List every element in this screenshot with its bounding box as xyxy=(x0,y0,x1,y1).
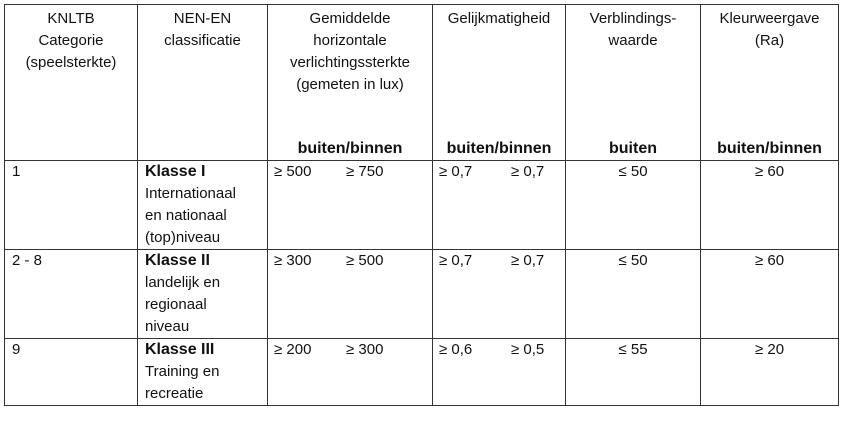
table-row xyxy=(5,339,839,406)
header-uniformity-label: Gelijkmatigheid xyxy=(447,10,551,27)
class-title: Klasse II xyxy=(145,252,210,269)
uniformity-outdoor: ≥ 0,7 xyxy=(439,252,473,269)
glare-cell: ≤ 50 xyxy=(566,161,701,250)
uniformity-cell xyxy=(433,161,566,250)
header-color-rendering-label: Kleurweergave (Ra) xyxy=(719,10,820,49)
uniformity-indoor: ≥ 0,5 xyxy=(511,341,545,358)
uniformity-cell xyxy=(433,339,566,406)
classification-cell xyxy=(138,250,268,339)
header-cell-glare xyxy=(566,5,701,161)
class-description: landelijk en regionaal niveau xyxy=(145,274,221,335)
header-category-label: KNLTB Categorie (speelsterkte) xyxy=(25,10,117,71)
uniformity-indoor: ≥ 0,7 xyxy=(511,252,545,269)
header-glare-sub: buiten xyxy=(609,140,657,157)
header-row xyxy=(5,5,839,161)
header-classification-label: NEN-EN classificatie xyxy=(164,10,241,49)
table-row xyxy=(5,250,839,339)
uniformity-indoor: ≥ 0,7 xyxy=(511,163,545,180)
illuminance-outdoor: ≥ 300 xyxy=(274,252,312,269)
classification-cell xyxy=(138,161,268,250)
header-glare-label: Verblindings- waarde xyxy=(589,10,677,49)
glare-cell: ≤ 55 xyxy=(566,339,701,406)
lighting-requirements-table xyxy=(4,4,839,406)
header-cell-category xyxy=(5,5,138,161)
illuminance-indoor: ≥ 750 xyxy=(346,163,384,180)
table-row xyxy=(5,161,839,250)
category-cell: 1 xyxy=(5,161,138,250)
illuminance-outdoor: ≥ 500 xyxy=(274,163,312,180)
header-illuminance-label: Gemiddelde horizontale verlichtingssterkte (gemeten in lux) xyxy=(289,10,411,93)
class-title: Klasse III xyxy=(145,341,215,358)
header-cell-classification xyxy=(138,5,268,161)
illuminance-cell xyxy=(268,161,433,250)
class-description: Internationaal en nationaal (top)niveau xyxy=(145,185,236,246)
classification-cell xyxy=(138,339,268,406)
illuminance-indoor: ≥ 500 xyxy=(346,252,384,269)
category-cell: 9 xyxy=(5,339,138,406)
uniformity-outdoor: ≥ 0,6 xyxy=(439,341,473,358)
header-cell-color-rendering xyxy=(701,5,839,161)
header-illuminance-sub: buiten/binnen xyxy=(297,140,403,157)
header-cell-illuminance xyxy=(268,5,433,161)
illuminance-cell xyxy=(268,250,433,339)
color-rendering-cell: ≥ 20 xyxy=(701,339,839,406)
header-color-rendering-sub: buiten/binnen xyxy=(717,140,822,157)
glare-cell: ≤ 50 xyxy=(566,250,701,339)
uniformity-cell xyxy=(433,250,566,339)
header-uniformity-sub: buiten/binnen xyxy=(446,140,552,157)
header-cell-uniformity xyxy=(433,5,566,161)
class-title: Klasse I xyxy=(145,163,206,180)
color-rendering-cell: ≥ 60 xyxy=(701,250,839,339)
illuminance-outdoor: ≥ 200 xyxy=(274,341,312,358)
illuminance-cell xyxy=(268,339,433,406)
class-description: Training en recreatie xyxy=(145,363,220,402)
illuminance-indoor: ≥ 300 xyxy=(346,341,384,358)
uniformity-outdoor: ≥ 0,7 xyxy=(439,163,473,180)
category-cell: 2 - 8 xyxy=(5,250,138,339)
color-rendering-cell: ≥ 60 xyxy=(701,161,839,250)
